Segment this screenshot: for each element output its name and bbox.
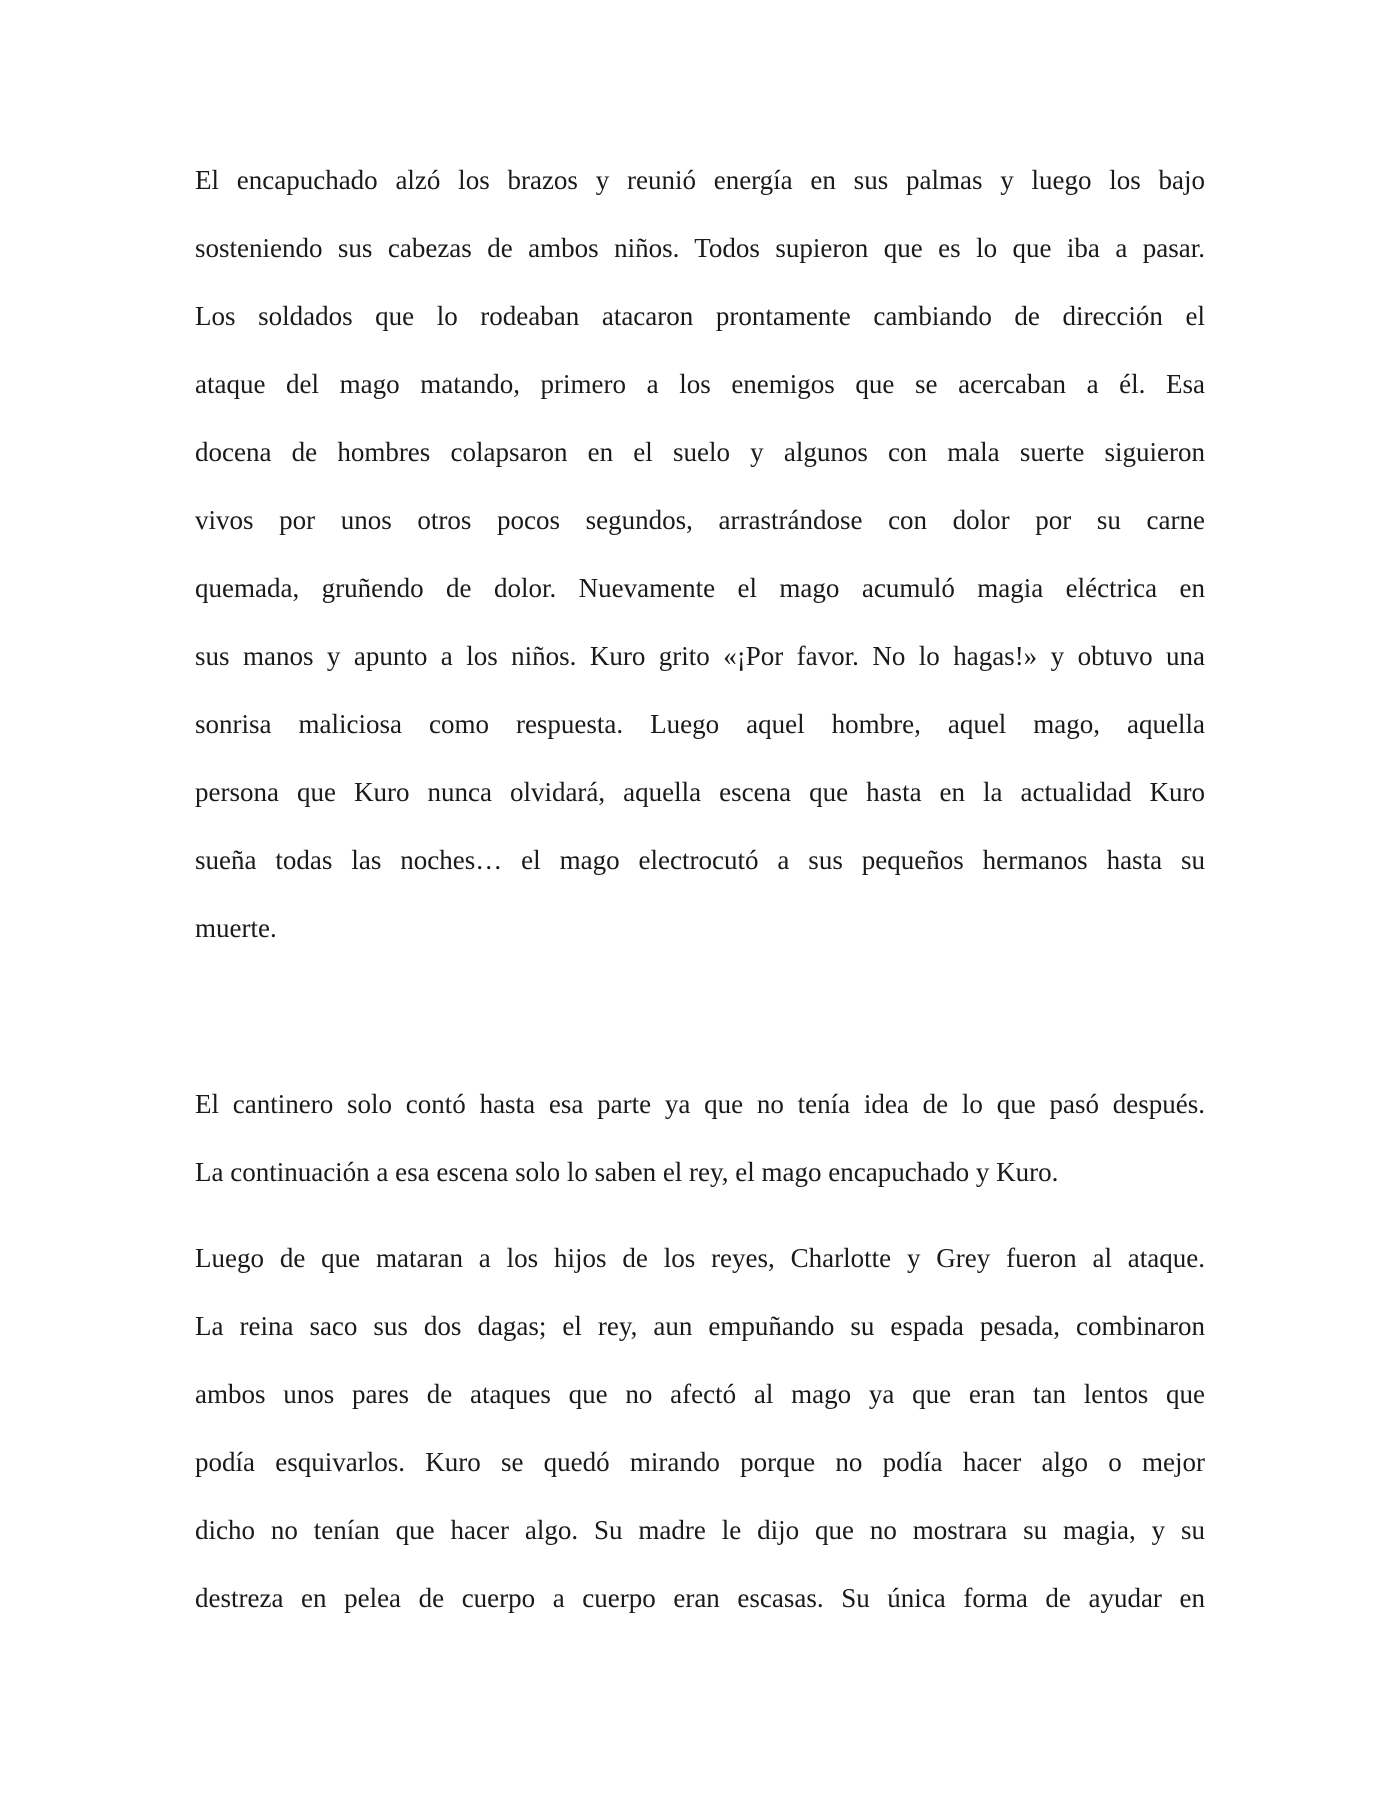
text-line: docena de hombres colapsaron en el suelo y algunos con mala suerte siguieron [195,437,1205,467]
paragraph [195,146,1205,962]
text-line: El cantinero solo contó hasta esa parte ya que no tenía idea de lo que pasó después. [195,1089,1205,1119]
paragraph [195,1224,1205,1632]
text-line: ambos unos pares de ataques que no afectó al mago ya que eran tan lentos que [195,1379,1205,1409]
text-line: Los soldados que lo rodeaban atacaron prontamente cambiando de dirección el [195,301,1205,331]
text-line: persona que Kuro nunca olvidará, aquella escena que hasta en la actualidad Kuro [195,777,1205,807]
text-line: dicho no tenían que hacer algo. Su madre le dijo que no mostrara su magia, y su [195,1515,1205,1545]
text-line: podía esquivarlos. Kuro se quedó mirando porque no podía hacer algo o mejor [195,1447,1205,1477]
text-line: La continuación a esa escena solo lo saben el rey, el mago encapuchado y Kuro. [195,1157,1059,1187]
text-line: muerte. [195,913,277,943]
text-line: destreza en pelea de cuerpo a cuerpo eran escasas. Su única forma de ayudar en [195,1583,1205,1613]
text-line: sus manos y apunto a los niños. Kuro grito «¡Por favor. No lo hagas!» y obtuvo una [195,641,1205,671]
text-line: Luego de que mataran a los hijos de los reyes, Charlotte y Grey fueron al ataque. [195,1243,1205,1273]
paragraph [195,1070,1205,1206]
text-line: quemada, gruñendo de dolor. Nuevamente el mago acumuló magia eléctrica en [195,573,1205,603]
text-line: La reina saco sus dos dagas; el rey, aun empuñando su espada pesada, combinaron [195,1311,1205,1341]
text-line: ataque del mago matando, primero a los enemigos que se acercaban a él. Esa [195,369,1205,399]
text-line: sonrisa maliciosa como respuesta. Luego aquel hombre, aquel mago, aquella [195,709,1205,739]
text-line: El encapuchado alzó los brazos y reunió energía en sus palmas y luego los bajo [195,165,1205,195]
text-line: sosteniendo sus cabezas de ambos niños. Todos supieron que es lo que iba a pasar. [195,233,1205,263]
text-line: vivos por unos otros pocos segundos, arrastrándose con dolor por su carne [195,505,1205,535]
text-line: sueña todas las noches… el mago electrocutó a sus pequeños hermanos hasta su [195,845,1205,875]
